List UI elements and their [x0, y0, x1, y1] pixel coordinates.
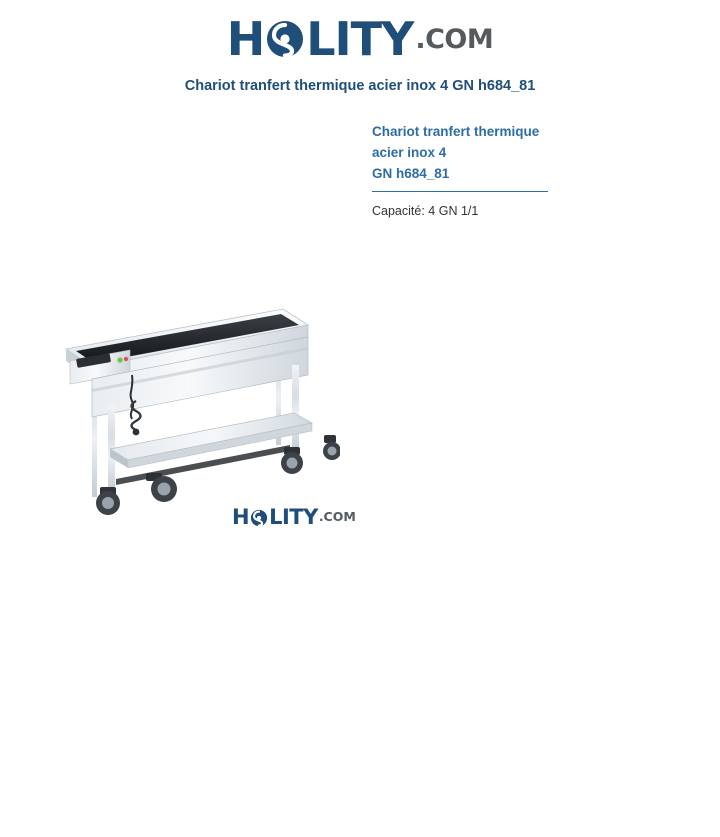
holity-logo[interactable] [226, 12, 494, 66]
spec-row-capacity [372, 202, 672, 221]
product-name-line-2: acier inox 4 [372, 144, 447, 160]
image-watermark [232, 507, 356, 528]
logo-letter-h: H [226, 12, 265, 66]
product-detail-section [0, 112, 720, 529]
product-name [372, 122, 672, 191]
product-name-line-3: GN h684_81 [372, 165, 450, 181]
watermark-com-suffix: .COM [318, 509, 356, 525]
site-header [0, 0, 720, 66]
title-divider [372, 191, 548, 192]
watermark-letter-h: H [232, 505, 250, 529]
product-info-panel [372, 122, 672, 221]
watermark-letters-lity: LITY [269, 505, 318, 529]
spec-value-capacity: 4 GN 1/1 [428, 203, 479, 218]
logo-com-suffix: .COM [415, 23, 494, 55]
holity-o-swirl-icon [265, 19, 305, 59]
product-name-line-1: Chariot tranfert thermique [372, 124, 540, 139]
logo-letters-lity: LITY [306, 12, 414, 66]
spec-label-capacity: Capacité: [372, 203, 425, 218]
holity-o-swirl-icon [250, 509, 268, 527]
page-title: Chariot tranfert thermique acier inox 4 GN h684_81 [184, 78, 536, 94]
product-image[interactable] [40, 297, 340, 527]
